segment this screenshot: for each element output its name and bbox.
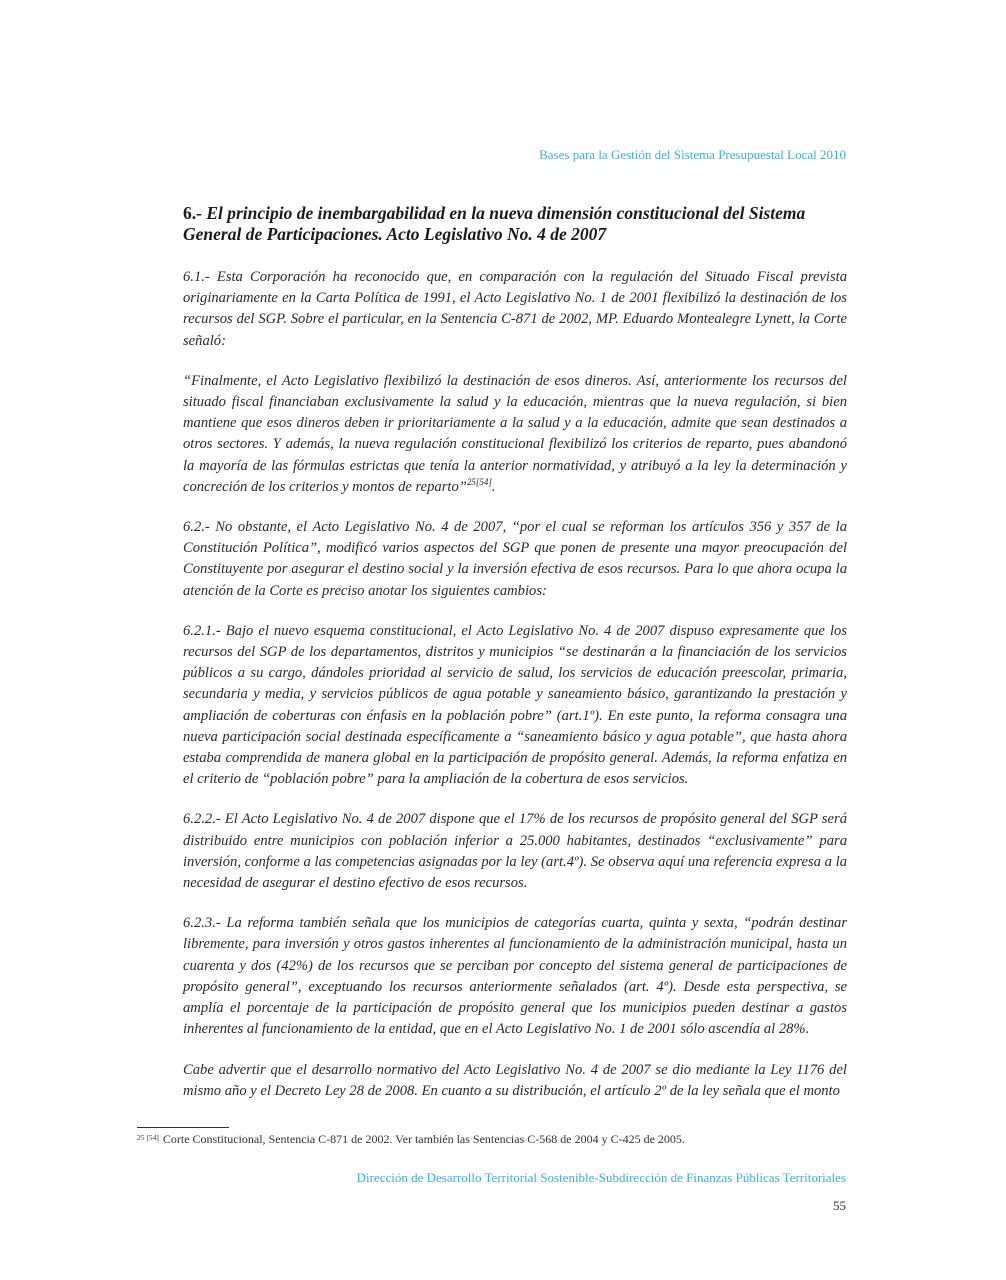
paragraph-6-2-2: 6.2.2.- El Acto Legislativo No. 4 de 2007 dispone que el 17% de los recursos de propósito general del SGP será distribuido entre municipios con población inferior a 25.000 habitantes, destinados “exclusivamente” para inversión, conforme a las competencias asignadas por la ley (art.4º). Se observa aquí una referencia expresa a la necesidad de asegurar el destino efectivo de esos recursos. [183,811,847,892]
footnote [137,1132,837,1147]
paragraph-closing: Cabe advertir que el desarrollo normativo del Acto Legislativo No. 4 de 2007 se dio mediante la Ley 1176 del mismo año y el Decreto Ley 28 de 2008. En cuanto a su distribución, el artículo 2º de la ley señala que el monto [183,1061,847,1099]
quote-paragraph [183,371,847,498]
page-number: 55 [833,1198,846,1213]
running-header: Bases para la Gestión del Sistema Presupuestal Local 2010 [539,147,846,162]
paragraph-6-2: 6.2.- No obstante, el Acto Legislativo No. 4 de 2007, “por el cual se reforman los artículos 356 y 357 de la Constitución Política”, modificó varios aspectos del SGP que ponen de presente una mayor preocupación del Constituyente por asegurar el destino social y la inversión efectiva de esos recursos. Para lo que ahora ocupa la atención de la Corte es preciso anotar los siguientes cambios: [183,519,847,599]
paragraph-6-1: 6.1.- Esta Corporación ha reconocido que, en comparación con la regulación del Situado Fiscal prevista originariamente en la Carta Política de 1991, el Acto Legislativo No. 1 de 2001 flexibilizó la destinación de los recursos del SGP. Sobre el particular, en la Sentencia C-871 de 2002, MP. Eduardo Montealegre Lynett, la Corte señaló: [183,269,847,349]
section-title [183,203,847,245]
footnote-text: Corte Constitucional, Sentencia C-871 de 2002. Ver también las Sentencias C-568 de 2004 y C-425 de 2005. [162,1132,685,1146]
page-content [183,203,847,1121]
running-footer: Dirección de Desarrollo Territorial Sostenible-Subdirección de Finanzas Públicas Territoriales [356,1170,846,1185]
footnote-reference[interactable]: 25[54] [466,476,492,487]
footnote-marker: 25 [54] [137,1133,159,1142]
section-number: 6.- [183,203,202,223]
quote-tail: . [491,478,496,495]
footnote-divider [137,1127,229,1128]
paragraph-6-2-3: 6.2.3.- La reforma también señala que los municipios de categorías cuarta, quinta y sexta, “podrán destinar libremente, para inversión y otros gastos inherentes al funcionamiento de la administración municipal, hasta un cuarenta y dos (42%) de los recursos que se perciban por concepto del sistema general de participaciones de propósito general”, exceptuando los recursos anteriormente señalados (art. 4º). Desde esta perspectiva, se amplía el porcentaje de la participación de propósito general que los municipios pueden destinar a gastos inherentes al funcionamiento de la entidad, que en el Acto Legislativo No. 1 de 2001 sólo ascendía al 28%. [183,915,847,1038]
quote-text: “Finalmente, el Acto Legislativo flexibilizó la destinación de esos dineros. Así, anteriormente los recursos del situado fiscal financiaban exclusivamente la salud y la educación, mientras que la nueva regulación, si bien mantiene que esos dineros deben ir prioritariamente a la salud y a la educación, admite que sean destinados a otros sectores. Y además, la nueva regulación constitucional flexibilizó los criterios de reparto, pues abandonó la mayoría de las fórmulas estrictas que tenía la anterior normatividad, y atribuyó a la ley la determinación y concreción de los criterios y montos de reparto” [183,372,847,495]
paragraph-6-2-1: 6.2.1.- Bajo el nuevo esquema constitucional, el Acto Legislativo No. 4 de 2007 dispuso expresamente que los recursos del SGP de los departamentos, distritos y municipios “se destinarán a la financiación de los servicios públicos a su cargo, dándoles prioridad al servicio de salud, los servicios de educación preescolar, primaria, secundaria y media, y servicios públicos de agua potable y saneamiento básico, garantizando la prestación y ampliación de coberturas con énfasis en la población pobre” (art.1º). En este punto, la reforma consagra una nueva participación social destinada específicamente a “saneamiento básico y agua potable”, que hasta ahora estaba comprendida de manera global en la participación de propósito general. Además, la reforma enfatiza en el criterio de “población pobre” para la ampliación de la cobertura de esos servicios. [183,622,847,788]
section-title-text: El principio de inembargabilidad en la nueva dimensión constitucional del Sistema General de Participaciones. Acto Legislativo No. 4 de 2007 [183,203,806,244]
